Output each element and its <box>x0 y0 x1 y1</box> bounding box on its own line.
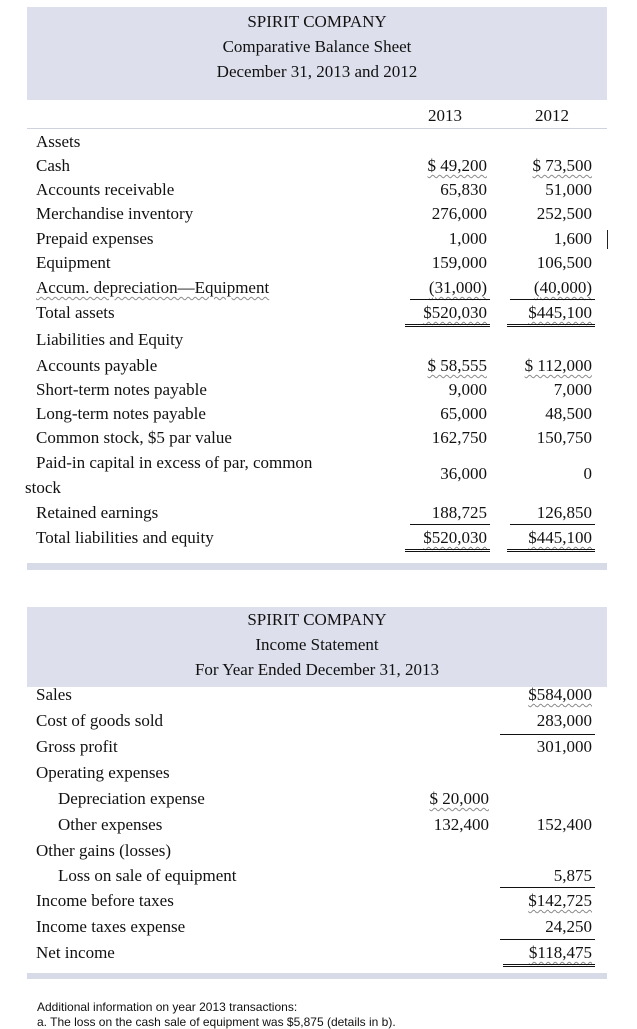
is-pretax-rule <box>500 887 595 888</box>
balance-sheet-header <box>27 7 607 100</box>
row-label-prepaid-expenses: Prepaid expenses <box>36 229 154 248</box>
short-term-notes-2012: 7,000 <box>553 380 592 399</box>
row-label-accounts-receivable: Accounts receivable <box>36 180 175 199</box>
retained-earnings-2013: 188,725 <box>431 503 487 522</box>
is-label-depreciation: Depreciation expense <box>58 789 205 808</box>
income-statement-footer-bar <box>27 973 607 979</box>
equity-subtotal-rule-2012 <box>510 524 595 525</box>
is-label-operating-expenses: Operating expenses <box>36 763 170 782</box>
is-gross-profit-value: 301,000 <box>536 737 592 756</box>
cash-2013: $ 49,200 <box>427 156 487 175</box>
total-assets-2012: $445,100 <box>528 303 592 322</box>
header-rule <box>27 128 607 129</box>
row-label-long-term-notes: Long-term notes payable <box>36 404 206 423</box>
cash-2012: $ 73,500 <box>532 156 592 175</box>
is-net-double-rule <box>503 964 595 967</box>
merchandise-inventory-2013: 276,000 <box>431 204 487 223</box>
equipment-2012: 106,500 <box>536 253 592 272</box>
total-liabilities-equity-2012: $445,100 <box>528 528 592 547</box>
total-assets-2013: $520,030 <box>423 303 487 322</box>
additional-info-heading: Additional information on year 2013 transactions: <box>37 1000 298 1014</box>
equipment-2013: 159,000 <box>431 253 487 272</box>
long-term-notes-2012: 48,500 <box>545 404 592 423</box>
row-label-merchandise-inventory: Merchandise inventory <box>36 204 194 223</box>
row-label-short-term-notes: Short-term notes payable <box>36 380 207 399</box>
accounts-payable-2012: $ 112,000 <box>524 356 592 375</box>
is-label-other-expenses: Other expenses <box>58 815 163 834</box>
short-term-notes-2013: 9,000 <box>448 380 487 399</box>
row-label-total-assets: Total assets <box>36 303 115 322</box>
long-term-notes-2013: 65,000 <box>440 404 487 423</box>
is-label-loss-on-sale: Loss on sale of equipment <box>58 866 237 885</box>
paid-in-capital-2013: 36,000 <box>440 464 487 483</box>
liabilities-heading: Liabilities and Equity <box>36 330 184 349</box>
is-label-cogs: Cost of goods sold <box>36 711 164 730</box>
is-net-income-value: $118,475 <box>528 943 592 962</box>
is-label-other-gains: Other gains (losses) <box>36 841 172 860</box>
income-statement-company: SPIRIT COMPANY <box>247 610 387 629</box>
column-header-2013: 2013 <box>428 106 462 125</box>
is-other-expenses-total: 152,400 <box>536 815 592 834</box>
prepaid-expenses-2012: 1,600 <box>553 229 592 248</box>
is-income-taxes-value: 24,250 <box>545 917 592 936</box>
total-rule-2012 <box>507 324 595 327</box>
accounts-receivable-2013: 65,830 <box>440 180 487 199</box>
is-label-sales: Sales <box>36 685 72 704</box>
row-label-cash: Cash <box>36 156 70 175</box>
common-stock-2013: 162,750 <box>431 428 487 447</box>
row-label-accum-depreciation: Accum. depreciation—Equipment <box>36 278 270 297</box>
additional-info-item-a: a. The loss on the cash sale of equipment was $5,875 (details in b). <box>37 1015 396 1029</box>
is-net-rule <box>500 939 595 940</box>
row-label-total-liabilities-equity: Total liabilities and equity <box>36 528 214 547</box>
row-label-equipment: Equipment <box>36 253 111 272</box>
is-gross-rule <box>500 734 595 735</box>
income-statement-title: Income Statement <box>255 635 379 654</box>
balance-sheet-title: Comparative Balance Sheet <box>222 37 412 56</box>
is-income-before-taxes-value: $142,725 <box>528 891 592 910</box>
accum-depreciation-2013: (31,000) <box>428 278 487 297</box>
equity-subtotal-rule-2013 <box>410 524 490 525</box>
assets-heading: Assets <box>36 132 81 151</box>
row-label-paid-in-capital: Paid-in capital in excess of par, common <box>36 453 313 472</box>
row-label-common-stock: Common stock, $5 par value <box>36 428 232 447</box>
is-cogs-value: 283,000 <box>536 711 592 730</box>
subtotal-rule-2012 <box>510 299 595 300</box>
is-label-gross-profit: Gross profit <box>36 737 118 756</box>
is-loss-on-sale-value: 5,875 <box>553 866 592 885</box>
prepaid-expenses-2013: 1,000 <box>448 229 487 248</box>
row-label-paid-in-capital-cont: stock <box>25 478 61 497</box>
income-statement-period: For Year Ended December 31, 2013 <box>194 660 440 679</box>
total-liabilities-equity-2013: $520,030 <box>423 528 487 547</box>
total-rule-2013 <box>405 324 490 327</box>
text-cursor <box>607 230 608 249</box>
balance-sheet-company: SPIRIT COMPANY <box>247 12 387 31</box>
is-depreciation-value: $ 20,000 <box>429 789 489 808</box>
accounts-receivable-2012: 51,000 <box>545 180 592 199</box>
income-statement-header <box>27 607 607 687</box>
paid-in-capital-2012: 0 <box>583 464 592 483</box>
is-label-income-taxes: Income taxes expense <box>36 917 186 936</box>
is-sales-value: $584,000 <box>528 685 592 704</box>
balance-sheet-period: December 31, 2013 and 2012 <box>216 62 418 81</box>
accounts-payable-2013: $ 58,555 <box>427 356 487 375</box>
row-label-accounts-payable: Accounts payable <box>36 356 158 375</box>
accum-depreciation-2012: (40,000) <box>533 278 592 297</box>
row-label-retained-earnings: Retained earnings <box>36 503 159 522</box>
is-label-income-before-taxes: Income before taxes <box>36 891 174 910</box>
is-other-expenses-mid: 132,400 <box>433 815 489 834</box>
balance-sheet-footer-bar <box>27 563 607 570</box>
retained-earnings-2012: 126,850 <box>536 503 592 522</box>
column-header-2012: 2012 <box>535 106 569 125</box>
is-label-net-income: Net income <box>36 943 115 962</box>
merchandise-inventory-2012: 252,500 <box>536 204 592 223</box>
grand-total-rule-2012 <box>507 549 595 552</box>
grand-total-rule-2013 <box>405 549 490 552</box>
common-stock-2012: 150,750 <box>536 428 592 447</box>
subtotal-rule-2013 <box>410 299 490 300</box>
